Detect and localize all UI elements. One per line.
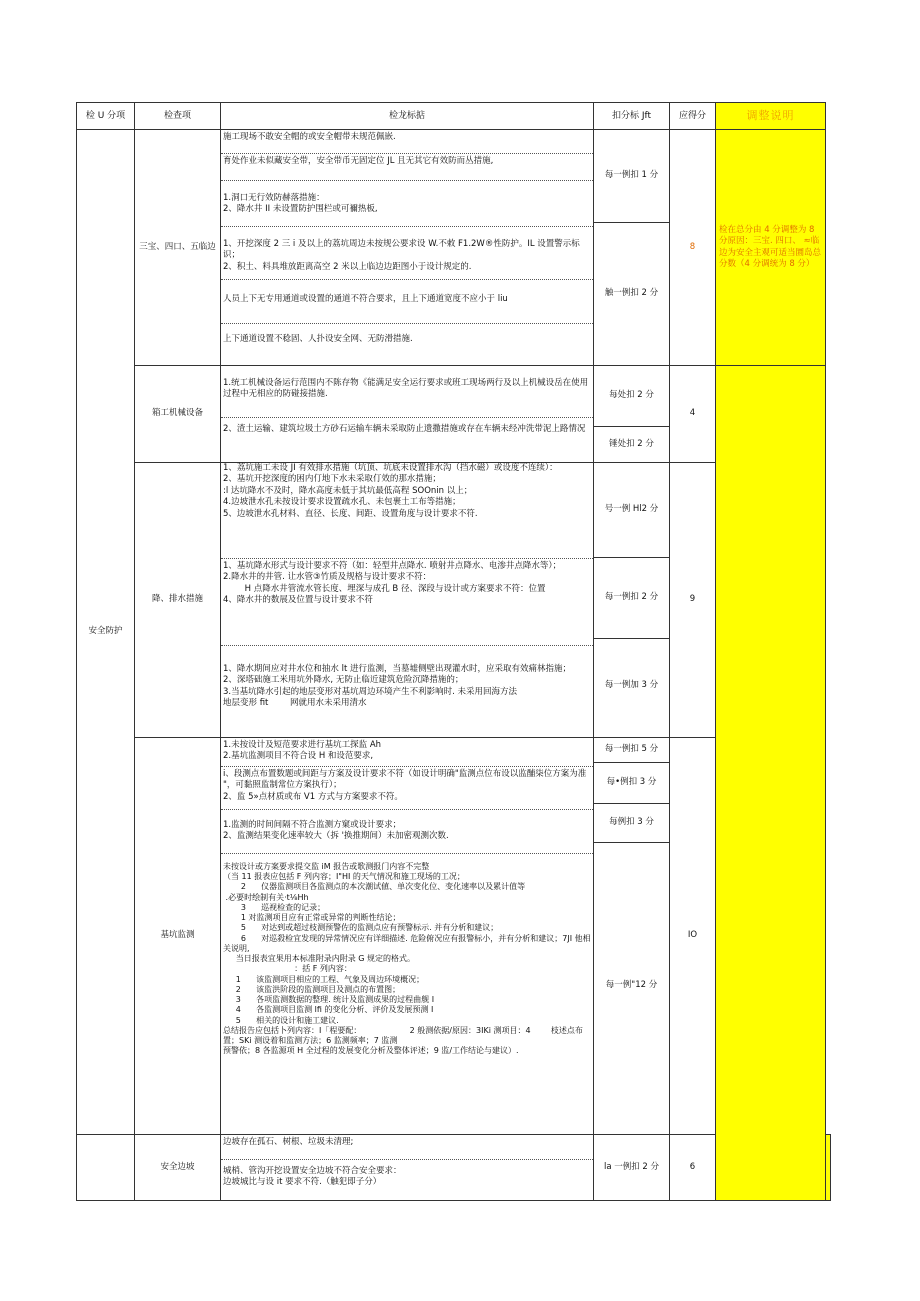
standard-text: 人员上下无专用通道或设置的通道不符合要求，且上下通道宽度不应小于 liu bbox=[221, 280, 593, 324]
note-cell bbox=[826, 1135, 831, 1201]
deduction-text: 每例扣 3 分 bbox=[594, 804, 669, 843]
item-cell: 降、排水措施 bbox=[135, 463, 221, 738]
deduction-text: 每一例加 3 分 bbox=[604, 680, 659, 691]
standard-text: 1.统工机械设备运行范围内不陈存物《能满足安全运行要求或班工现场两行及以上机械设岳在使用过程中无相应的防碰接措施. bbox=[221, 366, 593, 418]
standard-text: 施工现场不敢安全帽的或安全帽带未规范佩嵌. bbox=[221, 130, 593, 154]
standard-text: 1.监测的时间间隔不符合监测方窠或设计要求； 2、监测结果变化速率较大（拆 '换推期间）未加密观测次数. bbox=[221, 810, 593, 854]
score-cell: 9 bbox=[670, 463, 716, 738]
standard-text: 2、渣土运输、建筑垃圾土方砂石运输车辆未采取防止遗撒措施或存在车辆未经冲洗带泥上路情况 bbox=[223, 424, 586, 434]
score-cell: 4 bbox=[670, 366, 716, 463]
deduction-cell bbox=[594, 738, 670, 1135]
header-deduction: 扣分标 Jft bbox=[594, 103, 670, 130]
standard-text: 1.未按设计及短范要求进行基坑工探监 Ah 2.基坑监测项目不符合设 H 和设范要求, bbox=[221, 738, 593, 767]
deduction-text: 锤处扣 2 分 bbox=[609, 438, 654, 449]
deduction-cell bbox=[594, 366, 670, 463]
table-row bbox=[77, 366, 831, 463]
score-cell: 6 bbox=[670, 1135, 716, 1201]
standard-cell bbox=[221, 366, 594, 463]
standard-cell bbox=[221, 738, 594, 1135]
deduction-text: 每一例"12 分 bbox=[605, 980, 658, 991]
standard-text: 上下通道设置不稔固、人扑设安全网、无防滑措施. bbox=[223, 334, 413, 344]
standard-text: 育处作业未似藏安全带，安全带币无固定位 JL 且无其它有效防而丛措施, bbox=[221, 154, 593, 181]
standard-cell bbox=[221, 463, 594, 738]
note-cell bbox=[716, 366, 826, 1201]
deduction-text: 每•例扣 3 分 bbox=[594, 763, 669, 804]
score-cell: 8 bbox=[670, 130, 716, 366]
item-cell: 安全边坡 bbox=[135, 1135, 221, 1201]
standard-text: 1、降水期间应对井水位和抽水 lt 进行监测，当墓墟侧壁出现灌水时，应采取有效痛林指施； 2、深塔础施工米用坑外降水, 无防止临近建筑危险沉降措施的； 3.当基坑降水引起的地层变形对基坑周边环境产生不利影响时. 未采用回海方法 地层变形 fit 网就用水未采用清水 bbox=[223, 664, 572, 709]
standard-text: 未按设计或方案要求提交监 iM 报告或歌测报门内容不完整 （当 11 报表应包括 F 列内容；I"HI 的天气情况和施工现场的工况； 2 仪器监测项目各监测点的本次潮试値、单次变化位、变化速率以及累计值等 .必要时绘制有关·t⅛Hh 3 巡视检查的记录； 1 对监测项目应有正常或异常的判断性结论； 5 对达到或超过枝测预警佐的监测点应有预警标示. 并有分析和建议； 6 对巡殺检宜发现的异常情况应有详细描述. 危险俯况应有报警标小，并有分析和建议；7JI 他相关说明, 当日报表宜果用本标准附录内附录 G 规定的格式。 ：括 F 列内容： 1 该监测项目相应的工程、气象及周边环境概况； 2 该监洪阶段的监测项目及测点的布置图； 3 各项监测数据的整理. 统计及监测成果的过程曲舰 I 4 各监测项目监测 lfi 的变化分析、评价及发展预测 I 5 相关的设计和施工建议. 总结报告应包括卜列内容：I「程要配： 2 般测依据/原因：3IKi 测项目：4 枝述点布置；SKi 测设着和监测方法；6 监测频率；7 监测 预警依；8 各监源项 H 全过程的发展变化分析及整体评述；9 监/工作结论与建议）. bbox=[223, 862, 591, 1056]
category-cell: 安全防护 bbox=[77, 130, 135, 1135]
header-note: 调整说明 bbox=[716, 103, 826, 130]
deduction-text: 每一例扣 2 分 bbox=[594, 558, 669, 639]
deduction-text: 每处扣 2 分 bbox=[594, 366, 669, 427]
header-row bbox=[77, 103, 831, 130]
item-cell: 基坑监测 bbox=[135, 738, 221, 1135]
note-cell bbox=[716, 130, 826, 366]
header-standard: 检龙标掂 bbox=[221, 103, 594, 130]
deduction-text: 每一例扣 1 分 bbox=[594, 130, 669, 223]
score-cell: IO bbox=[670, 738, 716, 1135]
deduction-cell bbox=[594, 463, 670, 738]
deduction-text: 号一例 Hl2 分 bbox=[594, 463, 669, 558]
item-cell: 箱工机械设备 bbox=[135, 366, 221, 463]
standard-text: 边坡存在孤石、树根、垃圾未清理; bbox=[221, 1135, 593, 1160]
standard-text: 城梢、管沟开挖设置安全边坡不符合安全要求： 边坡城比与设 it 要求不符.（触犯即子分） bbox=[223, 1166, 402, 1188]
standard-cell bbox=[221, 1135, 594, 1201]
deduction-text: 每一例扣 5 分 bbox=[594, 738, 669, 763]
category-cell-empty bbox=[77, 1135, 135, 1201]
inspection-sheet bbox=[76, 102, 831, 1201]
standard-text: 1、开挖深度 2 三 i 及以上的荔坑周边未按规公要求设 W.不敕 F1.2W®性防护。IL 设置警示标识； 2、积土、料具堆放距离高空 2 米以上临边边距图小于设计规定的. bbox=[221, 227, 593, 280]
standard-cell bbox=[221, 130, 594, 366]
note-text: 检在总分由 4 分调整为 8 分原因：三宝. 四口、 ≈临边为安全主观可适当圜岛总分数（4 分调统为 8 分） bbox=[719, 225, 822, 269]
header-category: 检 U 分项 bbox=[77, 103, 135, 130]
standard-text: 1、基坑降水形式与设计要求不符（如：轻型井点降水. 喷射井点降水、电渗井点降水等）； 2.降水井的井管. 让水管③竹质及规格与设计要求不符： H 点降水井管流水管长度、埋深与成孔 B 径、深段与设计或方案要求不符：位置 4、降水井的数展及位置与设计要求不符 bbox=[221, 559, 593, 646]
standard-text: i、段测点布置数题或间距与方案及设计要求不符（如设计明确"监测点位布设以监酺柒位方案为准 "，可黏照监制常位方案执行）； 2、监 5»点材质或布 V1 方式与方案要求不符。 bbox=[221, 767, 593, 810]
deduction-text: 触一例扣 2 分 bbox=[604, 288, 659, 299]
deduction-cell: la 一例扣 2 分 bbox=[594, 1135, 670, 1201]
deduction-cell bbox=[594, 130, 670, 366]
item-cell: 三宝、四口、五临边 bbox=[135, 130, 221, 366]
standard-text: 1.洞口无行效防赫落措施： 2、降水井 II 未设置防护围栏或可禰热板, bbox=[221, 181, 593, 227]
header-score: 应得分 bbox=[670, 103, 716, 130]
header-item: 检查项 bbox=[135, 103, 221, 130]
table-row bbox=[77, 130, 831, 366]
standard-text: 1、荔坑施工未设 JI 有效排水措施（坑顶、坑底未设置排水沟（挡水磁）或设度不连续）： 2、基坑开挖深度的困内仃地下水未采取仃效的那水措施； :l 达坑降水不及时，降水高度未低于其坑最低高程 SOOnin 以上； 4.边坡泄水孔未按设计要求设置疏水孔、未包裹土工布等措施； 5、边坡泄水孔材料、直径、长度、间距、设置角度与设计要求不符. bbox=[221, 463, 593, 559]
inspection-table bbox=[76, 102, 831, 1201]
